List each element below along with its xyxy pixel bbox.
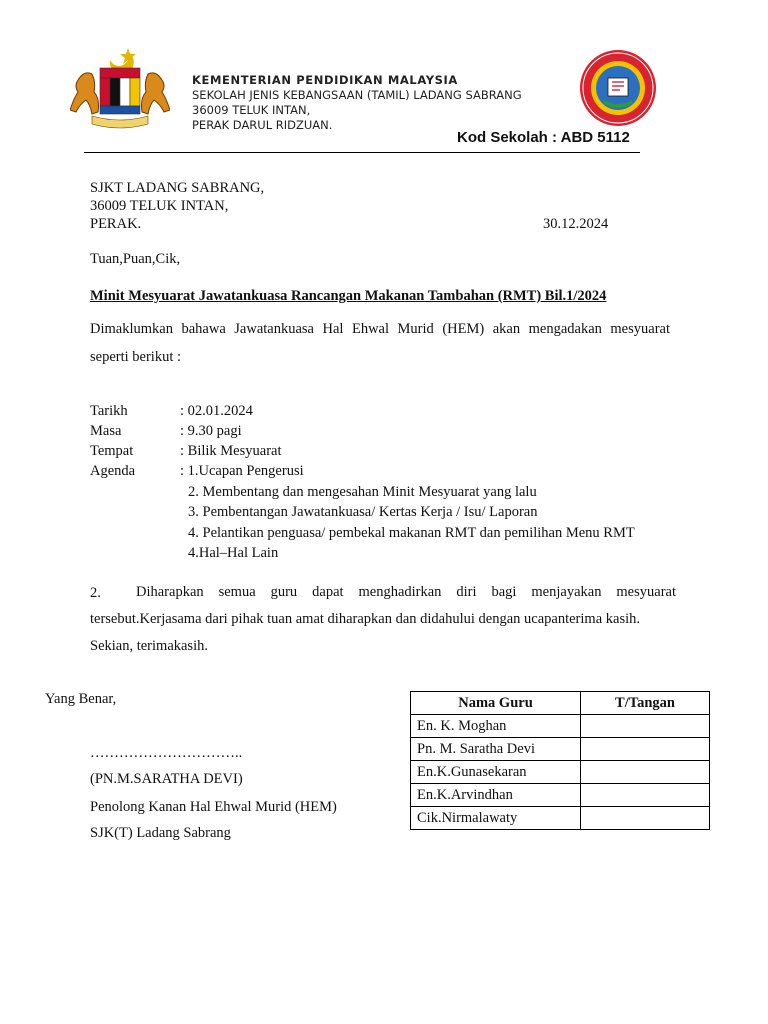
letterhead-address-line2: PERAK DARUL RIDZUAN. [192, 118, 333, 132]
table-row [411, 807, 710, 830]
teacher-name-cell: En. K. Moghan [411, 715, 581, 738]
salutation: Tuan,Puan,Cik, [90, 251, 181, 267]
letterhead-divider [84, 152, 640, 153]
right-tiger-icon [142, 73, 171, 114]
school-code: Kod Sekolah : ABD 5112 [457, 129, 630, 146]
table-row [411, 761, 710, 784]
agenda-item: 2. Membentang dan mengesahan Minit Mesyuarat yang lalu [188, 484, 537, 500]
tarikh-value: : 02.01.2024 [180, 403, 253, 419]
para2-number: 2. [90, 585, 101, 601]
signatory-school: SJK(T) Ladang Sabrang [90, 825, 231, 841]
school-badge-logo [578, 48, 658, 128]
attendance-table [410, 691, 710, 830]
agenda-item: 3. Pembentangan Jawatankuasa/ Kertas Kerja / Isu/ Laporan [188, 504, 538, 520]
letterhead-address-line1: 36009 TELUK INTAN, [192, 103, 311, 117]
recipient-line3: PERAK. [90, 216, 142, 232]
left-tiger-icon [70, 73, 99, 114]
letter-subject: Minit Mesyuarat Jawatankuasa Rancangan Makanan Tambahan (RMT) Bil.1/2024 [90, 288, 607, 304]
agenda-item: : 1.Ucapan Pengerusi [180, 463, 304, 479]
closing: Yang Benar, [45, 691, 117, 707]
intro-line2: seperti berikut : [90, 349, 182, 365]
masa-value: : 9.30 pagi [180, 423, 242, 439]
signature-line: ………………………….. [90, 745, 243, 761]
signature-cell [581, 738, 710, 761]
agenda-item: 4. Pelantikan penguasa/ pembekal makanan RMT dan pemilihan Menu RMT [188, 525, 635, 541]
tempat-label: Tempat [90, 443, 134, 459]
agenda-label: Agenda [90, 463, 136, 479]
table-row [411, 738, 710, 761]
para2-line2: tersebut.Kerjasama dari pihak tuan amat diharapkan dan didahului dengan ucapanterima kasih. [90, 611, 640, 627]
signatory-position: Penolong Kanan Hal Ehwal Murid (HEM) [90, 799, 337, 815]
motto-scroll [92, 116, 148, 128]
tarikh-label: Tarikh [90, 403, 128, 419]
letter-date: 30.12.2024 [543, 216, 609, 232]
table-row [411, 784, 710, 807]
intro-line1: Dimaklumkan bahawa Jawatankuasa Hal Ehwal Murid (HEM) akan mengadakan mesyuarat [90, 321, 670, 337]
para2-line3: Sekian, terimakasih. [90, 638, 208, 654]
table-header-row [411, 692, 710, 715]
tempat-value: : Bilik Mesyuarat [180, 443, 282, 459]
malaysia-coat-of-arms-logo [70, 46, 170, 130]
recipient-line1: SJKT LADANG SABRANG, [90, 180, 265, 196]
column-header-tandatangan: T/Tangan [581, 692, 710, 715]
signature-cell [581, 807, 710, 830]
masa-label: Masa [90, 423, 122, 439]
teacher-name-cell: En.K.Arvindhan [411, 784, 581, 807]
letterhead-ministry: KEMENTERIAN PENDIDIKAN MALAYSIA [192, 73, 458, 87]
signature-cell [581, 784, 710, 807]
column-header-nama-guru: Nama Guru [411, 692, 581, 715]
agenda-item: 4.Hal–Hal Lain [188, 545, 279, 561]
signature-cell [581, 715, 710, 738]
teacher-name-cell: En.K.Gunasekaran [411, 761, 581, 784]
para2-line1: Diharapkan semua guru dapat menghadirkan diri bagi menjayakan mesyuarat [136, 584, 676, 600]
book-icon [608, 78, 628, 96]
letterhead-school-name: SEKOLAH JENIS KEBANGSAAN (TAMIL) LADANG SABRANG [192, 88, 522, 102]
signature-cell [581, 761, 710, 784]
table-row [411, 715, 710, 738]
teacher-name-cell: Pn. M. Saratha Devi [411, 738, 581, 761]
recipient-line2: 36009 TELUK INTAN, [90, 198, 229, 214]
teacher-name-cell: Cik.Nirmalawaty [411, 807, 581, 830]
signatory-name: (PN.M.SARATHA DEVI) [90, 771, 243, 787]
